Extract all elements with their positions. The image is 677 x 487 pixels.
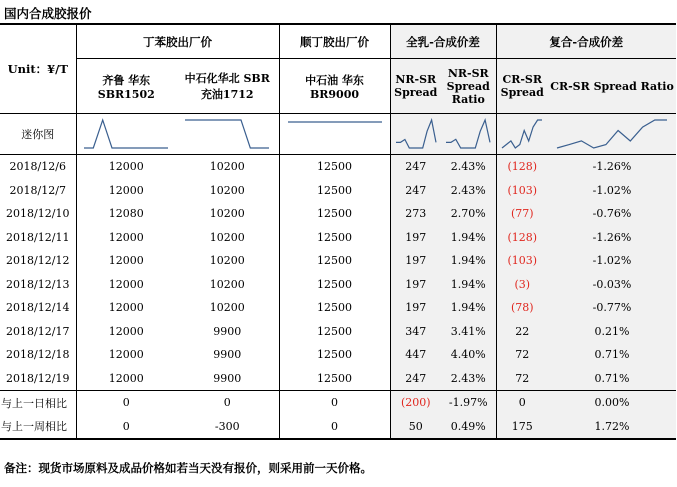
- cell-nrsr: 197: [390, 296, 441, 320]
- table-row: [0, 202, 676, 226]
- cell-sbr1502: 12000: [76, 155, 176, 179]
- price-table: [0, 23, 676, 440]
- cell-sbr1502: 12000: [76, 179, 176, 203]
- cell-br9000: 12500: [279, 273, 390, 297]
- cell-crsr: (77): [496, 202, 548, 226]
- cell-nrsr: 447: [390, 343, 441, 367]
- cell-br9000: 12500: [279, 202, 390, 226]
- sparkline-nrsr-ratio-line: [446, 120, 490, 148]
- cell-nrsr: 197: [390, 249, 441, 273]
- cell-crsr-ratio: -1.02%: [548, 249, 676, 273]
- cell-crsr: 22: [496, 320, 548, 344]
- cell-nrsr: 197: [390, 273, 441, 297]
- col-header-sbr1502: [76, 59, 176, 114]
- cell-crsr: (128): [496, 155, 548, 179]
- group-header-br: 顺丁胶出厂价: [279, 24, 390, 59]
- group-header-sbr: 丁苯胶出厂价: [76, 24, 279, 59]
- cell-crsr: (103): [496, 249, 548, 273]
- compare-body: [0, 391, 676, 440]
- cell-nrsr-ratio: 3.41%: [441, 320, 496, 344]
- cell-nrsr: 247: [390, 367, 441, 391]
- cell-crsr: (78): [496, 296, 548, 320]
- cell-crsr: (3): [496, 273, 548, 297]
- col-header-nr-sr-ratio: [441, 59, 496, 114]
- sparkline-crsr-chart: [499, 117, 545, 151]
- col-header-cr-sr-spread: [496, 59, 548, 114]
- compare-label: 与上一周相比: [0, 415, 76, 440]
- cell-sbr1502: 12000: [76, 343, 176, 367]
- cell-crsr-ratio: 0.21%: [548, 320, 676, 344]
- cell-crsr-ratio: 1.72%: [548, 415, 676, 440]
- cell-sbr1712: 10200: [209, 160, 245, 174]
- header-row-groups: [0, 24, 676, 59]
- cell-nrsr: 50: [390, 415, 441, 440]
- cell-sbr1712: 10200: [209, 277, 245, 291]
- cell-nrsr-ratio: 1.94%: [441, 296, 496, 320]
- cell-nrsr: 273: [390, 202, 441, 226]
- cell-sbr1712: 9900: [213, 371, 242, 385]
- cell-crsr-ratio: -1.26%: [548, 226, 676, 250]
- cell-crsr-ratio: -0.03%: [548, 273, 676, 297]
- cell-br9000: 12500: [279, 249, 390, 273]
- cell-crsr: 72: [496, 343, 548, 367]
- cell-sbr1502: 0: [76, 415, 176, 440]
- cell-sbr1712: 10200: [209, 254, 245, 268]
- sparkline-label: 迷你图: [0, 114, 76, 155]
- unit-header: Unit：¥/T: [0, 24, 76, 114]
- sparkline-nr-sr-ratio: [441, 114, 496, 155]
- col-header-nr-sr-ratio-line2: Spread: [446, 79, 490, 93]
- price-table-wrapper: [0, 23, 676, 440]
- sparkline-cr-sr: [496, 114, 548, 155]
- cell-crsr: 72: [496, 367, 548, 391]
- cell-nrsr-ratio: 1.94%: [441, 249, 496, 273]
- group-header-nr-sr: 全乳-合成价差: [390, 24, 496, 59]
- table-row: [0, 249, 676, 273]
- cell-crsr-ratio: -0.77%: [548, 296, 676, 320]
- cell-sbr1502: 12000: [76, 296, 176, 320]
- cell-crsr: (103): [496, 179, 548, 203]
- date-cell: 2018/12/6: [9, 160, 66, 174]
- cell-crsr: (128): [496, 226, 548, 250]
- sparkline-row: [0, 114, 676, 155]
- col-header-nr-sr-spread-line1: NR-SR: [395, 73, 437, 86]
- cell-nrsr-ratio: 0.49%: [441, 415, 496, 440]
- col-header-sbr1502-line2: SBR1502: [97, 87, 155, 101]
- cell-sbr1502: 0: [76, 391, 176, 415]
- date-cell: 2018/12/12: [6, 254, 70, 268]
- cell-crsr-ratio: -0.76%: [548, 202, 676, 226]
- cell-sbr1712: 10200: [209, 230, 245, 244]
- cell-nrsr-ratio: 2.43%: [441, 155, 496, 179]
- cell-sbr1502: 12000: [76, 320, 176, 344]
- table-row: [0, 367, 676, 391]
- cell-nrsr: 197: [390, 226, 441, 250]
- col-header-sbr1502-line1: 齐鲁 华东: [102, 73, 151, 87]
- date-cell: 2018/12/17: [6, 324, 70, 338]
- sparkline-sbr1502-line: [84, 120, 168, 148]
- cell-br9000: 12500: [279, 343, 390, 367]
- cell-br9000: 12500: [279, 320, 390, 344]
- cell-nrsr-ratio: 2.70%: [441, 202, 496, 226]
- date-cell: 2018/12/14: [6, 301, 70, 315]
- sparkline-br9000-chart: [285, 117, 385, 151]
- cell-sbr1502: 12000: [76, 249, 176, 273]
- sparkline-sbr1712-line: [185, 120, 269, 148]
- footnote: 备注：现货市场原料及成品价格如若当天没有报价，则采用前一天价格。: [4, 461, 372, 475]
- cell-br9000: 0: [279, 391, 390, 415]
- cell-crsr-ratio: 0.00%: [548, 391, 676, 415]
- cell-crsr: 0: [496, 391, 548, 415]
- sparkline-cr-sr-ratio: [548, 114, 676, 155]
- sparkline-crsr-line: [502, 120, 542, 148]
- cell-sbr1712: 10200: [209, 207, 245, 221]
- table-row: [0, 273, 676, 297]
- cell-crsr: 175: [496, 415, 548, 440]
- col-header-sbr1712: [176, 59, 279, 114]
- cell-crsr-ratio: -1.26%: [548, 155, 676, 179]
- cell-sbr1502: 12080: [76, 202, 176, 226]
- sparkline-nrsr-ratio-chart: [443, 117, 493, 151]
- cell-sbr1712: 9900: [213, 324, 242, 338]
- table-row: [0, 320, 676, 344]
- data-body: [0, 155, 676, 391]
- date-cell: 2018/12/7: [9, 183, 66, 197]
- col-header-nr-sr-spread: [390, 59, 441, 114]
- sparkline-crsr-ratio-line: [557, 120, 667, 148]
- cell-sbr1502: 12000: [76, 273, 176, 297]
- cell-br9000: 12500: [279, 179, 390, 203]
- cell-sbr1712: 9900: [213, 348, 242, 362]
- cell-crsr-ratio: 0.71%: [548, 367, 676, 391]
- cell-br9000: 0: [279, 415, 390, 440]
- sparkline-sbr1502-chart: [81, 117, 171, 151]
- col-header-nr-sr-spread-line2: Spread: [394, 86, 438, 99]
- col-header-cr-sr-ratio: CR-SR Spread Ratio: [548, 59, 676, 114]
- sparkline-crsr-ratio-chart: [554, 117, 670, 151]
- cell-nrsr-ratio: 4.40%: [441, 343, 496, 367]
- cell-crsr-ratio: -1.02%: [548, 179, 676, 203]
- table-row: [0, 296, 676, 320]
- cell-sbr1712: 0: [176, 391, 279, 415]
- sparkline-sbr1712: [176, 114, 279, 155]
- sparkline-nr-sr: [390, 114, 441, 155]
- cell-nrsr: 247: [390, 179, 441, 203]
- header-row-columns: [0, 59, 676, 114]
- date-cell: 2018/12/11: [6, 230, 70, 244]
- date-cell: 2018/12/10: [6, 207, 70, 221]
- cell-br9000: 12500: [279, 155, 390, 179]
- cell-sbr1712: -300: [176, 415, 279, 440]
- cell-sbr1502: 12000: [76, 226, 176, 250]
- col-header-sbr1712-line1: 中石化华北 SBR: [184, 72, 270, 85]
- col-header-nr-sr-ratio-line3: Ratio: [451, 92, 485, 106]
- cell-br9000: 12500: [279, 226, 390, 250]
- col-header-br9000-line1: 中石油 华东: [305, 73, 364, 87]
- col-header-nr-sr-ratio-line1: NR-SR: [447, 66, 489, 80]
- table-row: [0, 226, 676, 250]
- sparkline-nrsr-chart: [393, 117, 439, 151]
- col-header-cr-sr-spread-line1: CR-SR: [502, 73, 543, 86]
- cell-nrsr: 247: [390, 155, 441, 179]
- sparkline-nrsr-line: [396, 120, 436, 148]
- compare-row: [0, 415, 676, 440]
- cell-br9000: 12500: [279, 367, 390, 391]
- date-cell: 2018/12/19: [6, 371, 70, 385]
- col-header-cr-sr-spread-line2: Spread: [500, 86, 544, 99]
- compare-label: 与上一日相比: [0, 391, 76, 415]
- sparkline-sbr1502: [76, 114, 176, 155]
- cell-nrsr-ratio: 2.43%: [441, 179, 496, 203]
- cell-sbr1502: 12000: [76, 367, 176, 391]
- col-header-br9000: [279, 59, 390, 114]
- cell-nrsr-ratio: -1.97%: [441, 391, 496, 415]
- cell-nrsr-ratio: 1.94%: [441, 226, 496, 250]
- cell-nrsr-ratio: 1.94%: [441, 273, 496, 297]
- table-row: [0, 179, 676, 203]
- sparkline-br9000: [279, 114, 390, 155]
- group-header-cr-sr: 复合-合成价差: [496, 24, 676, 59]
- cell-nrsr: (200): [390, 391, 441, 415]
- compare-row: [0, 391, 676, 415]
- date-cell: 2018/12/18: [6, 348, 70, 362]
- sparkline-sbr1712-chart: [182, 117, 272, 151]
- cell-br9000: 12500: [279, 296, 390, 320]
- table-row: [0, 343, 676, 367]
- cell-nrsr: 347: [390, 320, 441, 344]
- cell-crsr-ratio: 0.71%: [548, 343, 676, 367]
- col-header-br9000-line2: BR9000: [309, 87, 360, 101]
- cell-nrsr-ratio: 2.43%: [441, 367, 496, 391]
- date-cell: 2018/12/13: [6, 277, 70, 291]
- col-header-sbr1712-line2: 充油1712: [200, 88, 254, 101]
- table-row: [0, 155, 676, 179]
- page-title: 国内合成胶报价: [4, 6, 92, 21]
- cell-sbr1712: 10200: [209, 183, 245, 197]
- cell-sbr1712: 10200: [209, 301, 245, 315]
